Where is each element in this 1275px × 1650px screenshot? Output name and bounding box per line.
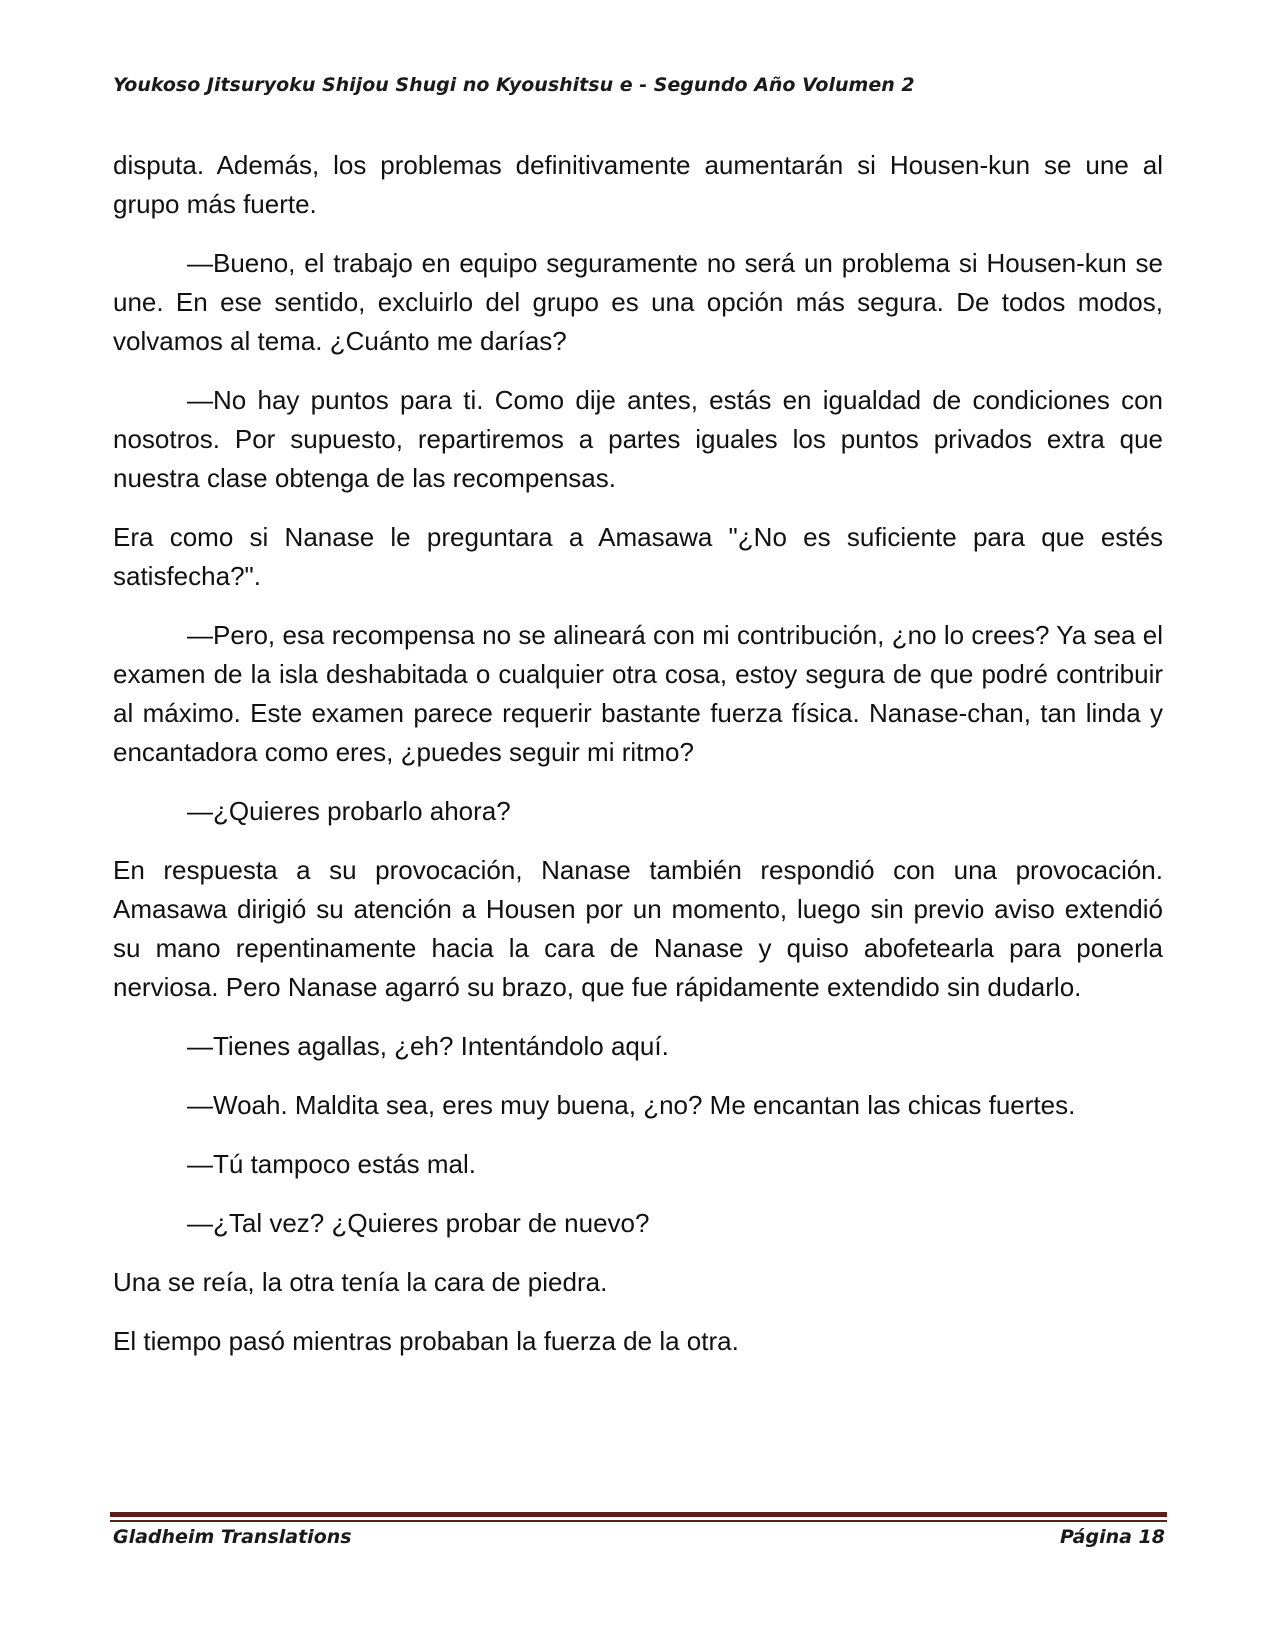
paragraph-dialogue: —No hay puntos para ti. Como dije antes, estás en igualdad de condiciones con nosotros. Por supuesto, repartiremos a partes iguales los puntos privados extra que nuestra clase obtenga de las recompensas. (113, 385, 1163, 493)
paragraph-dialogue: —Tú tampoco estás mal. (187, 1149, 476, 1179)
paragraph-dialogue: —Woah. Maldita sea, eres muy buena, ¿no? Me encantan las chicas fuertes. (187, 1090, 1076, 1120)
paragraph-narration: El tiempo pasó mientras probaban la fuerza de la otra. (113, 1326, 739, 1356)
paragraph-dialogue: —Bueno, el trabajo en equipo seguramente no será un problema si Housen-kun se une. En ese sentido, excluirlo del grupo es una opción más segura. De todos modos, volvamos al tema. ¿Cuánto me darías? (113, 248, 1163, 356)
footer-publisher: Gladheim Translations (113, 1526, 352, 1548)
paragraph-narration: En respuesta a su provocación, Nanase también respondió con una provocación. Amasawa dirigió su atención a Housen por un momento, luego sin previo aviso extendió su mano repentinamente hacia la cara de Nanase y quiso abofetearla para ponerla nerviosa. Pero Nanase agarró su brazo, que fue rápidamente extendido sin dudarlo. (113, 855, 1163, 1002)
paragraph-dialogue: —¿Quieres probarlo ahora? (187, 796, 511, 826)
paragraph-narration: Era como si Nanase le preguntara a Amasawa "¿No es suficiente para que estés satisfecha?". (113, 522, 1163, 591)
footer-divider-thick (110, 1512, 1167, 1517)
paragraph-narration: Una se reía, la otra tenía la cara de piedra. (113, 1267, 608, 1297)
footer-page-number: Página 18 (1059, 1526, 1165, 1548)
paragraph-narration: disputa. Además, los problemas definitivamente aumentarán si Housen-kun se une al grupo más fuerte. (113, 150, 1163, 219)
footer-divider-thin (110, 1520, 1167, 1522)
page-header-title: Youkoso Jitsuryoku Shijou Shugi no Kyoushitsu e - Segundo Año Volumen 2 (113, 74, 915, 96)
footer-divider (110, 1512, 1167, 1524)
paragraph-dialogue: —Tienes agallas, ¿eh? Intentándolo aquí. (187, 1031, 669, 1061)
body-text (113, 146, 1163, 1381)
paragraph-dialogue: —Pero, esa recompensa no se alineará con mi contribución, ¿no lo crees? Ya sea el examen de la isla deshabitada o cualquier otra cosa, estoy segura de que podré contribuir al máximo. Este examen parece requerir bastante fuerza física. Nanase-chan, tan linda y encantadora como eres, ¿puedes seguir mi ritmo? (113, 620, 1163, 767)
paragraph-dialogue: —¿Tal vez? ¿Quieres probar de nuevo? (187, 1208, 650, 1238)
